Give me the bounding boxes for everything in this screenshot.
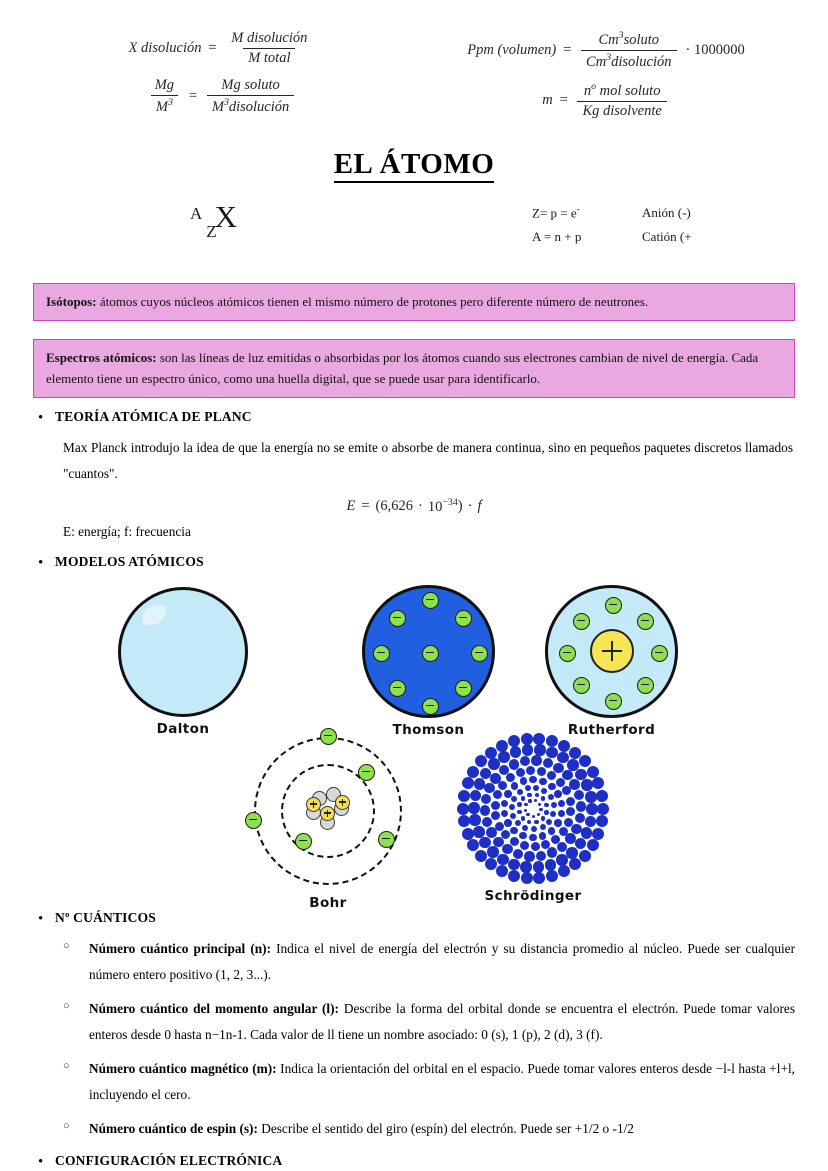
quantum-term: Número cuántico magnético (m): xyxy=(89,1060,277,1076)
electron-cloud-dot xyxy=(592,828,604,840)
legend-cation: Catión (+ xyxy=(642,229,692,245)
quantum-item-text xyxy=(89,996,795,1048)
formula-fraccion-masica xyxy=(129,30,316,67)
model-label: Dalton xyxy=(156,720,210,737)
quantum-item-espin xyxy=(63,1116,795,1142)
electron-cloud-dot xyxy=(498,751,510,763)
model-thomson xyxy=(362,585,495,738)
electron-icon xyxy=(389,610,406,627)
electron-cloud-dot xyxy=(519,832,527,840)
electron-cloud-dot xyxy=(485,747,497,759)
electron-cloud-dot xyxy=(537,813,540,816)
fraction-rhs xyxy=(207,77,294,116)
electron-cloud-dot xyxy=(487,846,499,858)
electron-cloud-dot xyxy=(564,818,573,827)
equation-lhs: E xyxy=(346,497,356,514)
page-title-text: EL ÁTOMO xyxy=(334,148,495,183)
equals-sign: = xyxy=(188,88,198,105)
electron-cloud-dot xyxy=(517,802,522,807)
electron-icon xyxy=(245,812,262,829)
quantum-item-principal xyxy=(63,936,795,988)
electron-cloud-dot xyxy=(556,778,565,787)
electron-cloud-dot xyxy=(531,755,542,766)
electron-cloud-dot xyxy=(522,744,534,756)
thomson-figure xyxy=(362,585,495,718)
electron-cloud-dot xyxy=(526,766,535,775)
model-label: Rutherford xyxy=(567,721,656,738)
fraction-numerator: M disolución xyxy=(231,30,308,46)
highlight-term: Espectros atómicos: xyxy=(46,349,157,365)
sub-bullet-circle-icon: ○ xyxy=(63,1000,70,1013)
legend-row xyxy=(532,201,752,225)
electron-cloud-dot xyxy=(480,805,491,816)
dalton-sphere-icon xyxy=(118,587,248,717)
electron-cloud-dot xyxy=(458,815,470,827)
electron-cloud-dot xyxy=(516,768,525,777)
nucleus-positive-icon xyxy=(590,629,634,673)
electron-cloud-dot xyxy=(576,801,587,812)
electron-cloud-dot xyxy=(546,819,552,825)
electron-cloud-dot xyxy=(481,794,492,805)
formula-column-right xyxy=(414,30,798,120)
electron-cloud-dot xyxy=(532,815,535,818)
electron-cloud-dot xyxy=(531,842,540,851)
electron-cloud-dot xyxy=(497,854,509,866)
electron-cloud-dot xyxy=(540,824,546,830)
section-heading-configuracion xyxy=(33,1153,795,1171)
formula-column-left xyxy=(30,30,414,120)
electron-cloud-dot xyxy=(502,844,513,855)
electron-cloud-dot xyxy=(524,809,527,812)
electron-cloud-dot xyxy=(531,826,537,832)
fraction-denominator: M total xyxy=(243,48,295,67)
quantum-description: Indica la orientación del orbital en el espacio. Puede tomar valores enteros desde −l-l hasta +l+l, incluyendo el cero. xyxy=(89,1060,795,1102)
electron-cloud-dot xyxy=(511,796,517,802)
model-schrodinger xyxy=(458,734,608,904)
planck-paragraph: Max Planck introdujo la idea de que la energía no se emite o absorbe de manera continua, sino en pequeños paquetes discretos llamados "cuantos". xyxy=(63,439,793,481)
electron-cloud-dot xyxy=(551,835,560,844)
equals-sign: = xyxy=(207,40,218,57)
electron-cloud-dot xyxy=(565,833,576,844)
electron-icon xyxy=(471,645,488,662)
highlight-text: átomos cuyos núcleos atómicos tienen el mismo número de protones pero diferente número de neutrones. xyxy=(96,293,649,309)
electron-cloud-dot xyxy=(581,827,593,839)
equals-sign: = xyxy=(558,91,569,108)
electron-cloud-dot xyxy=(543,758,554,769)
electron-cloud-dot xyxy=(579,850,591,862)
electron-cloud-dot xyxy=(498,781,507,790)
electron-cloud-dot xyxy=(548,783,556,791)
equals-sign: = xyxy=(562,41,573,58)
electron-cloud-dot xyxy=(541,840,550,849)
electron-cloud-dot xyxy=(533,733,545,745)
highlight-box-espectros xyxy=(33,339,795,398)
electron-cloud-dot xyxy=(544,803,549,808)
quantum-item-text xyxy=(89,1056,795,1108)
document-body xyxy=(0,409,828,572)
electron-cloud-dot xyxy=(592,777,604,789)
equation-base: $10^{-34}$ xyxy=(427,496,458,515)
formula-tail: · 1000000 xyxy=(685,41,745,58)
electron-cloud-dot xyxy=(533,872,545,884)
electron-cloud-dot xyxy=(508,859,520,871)
electron-icon xyxy=(358,764,375,781)
bullet-dot-icon: • xyxy=(38,910,44,927)
electron-cloud-dot xyxy=(521,816,526,821)
electron-cloud-dot xyxy=(596,790,608,802)
electron-cloud-dot xyxy=(546,747,558,759)
quantum-description: Describe la forma del orbital donde se encuentra el electrón. Puede tomar valores enteros desde 0 hasta n−1n-1. Cada valor de ll tiene un nombre asociado: 0 (s), 1 (p), 2 (d), 3 (f). xyxy=(89,1001,795,1043)
electron-cloud-dot xyxy=(527,793,532,798)
electron-cloud-dot xyxy=(541,788,547,794)
fraction xyxy=(226,30,312,67)
mass-number-label: A xyxy=(190,203,203,223)
highlight-text: son las líneas de luz emitidas o absorbidas por los átomos cuando sus electrones cambian de nivel de energía. Cada elemento tiene un espectro único, como una huella digital, que se puede usar para identificarlo. xyxy=(46,349,759,387)
multiplication-dot-2: · xyxy=(467,497,473,514)
formula-lhs: m xyxy=(542,91,553,108)
electron-cloud-dot xyxy=(524,851,535,862)
atom-notation-row xyxy=(0,197,828,259)
electron-cloud-dot xyxy=(575,838,587,850)
highlight-box-isotopos xyxy=(33,283,795,321)
sub-bullet-circle-icon: ○ xyxy=(63,940,70,953)
electron-cloud-dot xyxy=(508,870,520,882)
equation-open: (6,626 xyxy=(375,497,414,514)
proton-icon xyxy=(306,797,321,812)
model-label: Bohr xyxy=(309,894,347,911)
formula-ppm-volumen xyxy=(467,30,745,71)
electron-cloud-dot xyxy=(475,850,487,862)
planck-equation xyxy=(33,497,795,516)
electron-cloud-dot xyxy=(468,802,480,814)
electron-cloud-dot xyxy=(534,799,537,802)
electron-cloud-dot xyxy=(510,746,522,758)
electron-cloud-dot xyxy=(566,797,575,806)
electron-cloud-dot xyxy=(469,814,481,826)
formula-block xyxy=(0,0,828,120)
electron-icon xyxy=(559,645,576,662)
electron-cloud-dot xyxy=(587,766,599,778)
electron-cloud-dot xyxy=(457,803,469,815)
electron-cloud-dot xyxy=(548,827,556,835)
electron-cloud-dot xyxy=(479,837,491,849)
highlight-term: Isótopos: xyxy=(46,293,97,309)
section-heading-label: Nº CUÁNTICOS xyxy=(55,909,156,925)
section-heading-label: TEORÍA ATÓMICA DE PLANC xyxy=(55,409,252,425)
quantum-term: Número cuántico del momento angular (l): xyxy=(89,1001,339,1017)
model-label: Schrödinger xyxy=(484,887,582,904)
electron-cloud-dot xyxy=(496,740,508,752)
electron-cloud-dot xyxy=(574,790,585,801)
electron-cloud-dot xyxy=(513,849,524,860)
electron-icon xyxy=(389,680,406,697)
electron-cloud-dot xyxy=(541,796,546,801)
electron-cloud-dot xyxy=(485,858,497,870)
quantum-description: Indica el nivel de energía del electrón y su distancia promedio al núcleo. Puede ser cualquier número entero positivo (1, 2, 3...). xyxy=(89,941,795,983)
electron-icon xyxy=(455,680,472,697)
thomson-sphere-icon xyxy=(362,585,495,718)
electron-cloud-dot xyxy=(517,810,522,815)
electron-cloud-dot xyxy=(491,811,500,820)
section-heading-planck xyxy=(33,409,795,428)
equals-sign: = xyxy=(361,497,370,514)
electron-cloud-dot xyxy=(597,803,609,815)
equation-variable: f xyxy=(477,497,482,514)
electron-cloud-dot xyxy=(546,735,558,747)
electron-cloud-dot xyxy=(462,777,474,789)
electron-cloud-dot xyxy=(501,810,509,818)
electron-cloud-dot xyxy=(482,817,493,828)
electron-cloud-dot xyxy=(517,789,523,795)
electron-cloud-dot xyxy=(579,755,591,767)
electron-cloud-dot xyxy=(536,851,547,862)
sub-bullet-circle-icon: ○ xyxy=(63,1059,70,1072)
electron-cloud-dot xyxy=(524,803,527,806)
electron-cloud-dot xyxy=(470,790,482,802)
formula-molalidad xyxy=(542,81,670,120)
quantum-item-angular xyxy=(63,996,795,1048)
electron-cloud-dot xyxy=(569,858,581,870)
proton-icon xyxy=(320,806,335,821)
electron-cloud-dot xyxy=(508,735,520,747)
electron-cloud-dot xyxy=(520,756,531,767)
electron-cloud-dot xyxy=(533,785,539,791)
electron-cloud-dot xyxy=(539,778,547,786)
fraction-numerator: Cm$^3$soluto xyxy=(598,30,660,48)
electron-cloud-dot xyxy=(506,773,515,782)
electron-icon xyxy=(605,597,622,614)
electron-cloud-dot xyxy=(558,800,566,808)
electron-cloud-dot xyxy=(596,815,608,827)
electron-icon xyxy=(573,677,590,694)
electron-cloud-dot xyxy=(515,820,521,826)
fraction-denominator: Cm$^3$disolución xyxy=(581,50,677,71)
atomic-number-label: Z xyxy=(206,222,217,242)
formula-molaridad-mg xyxy=(147,77,298,116)
electron-cloud-dot xyxy=(526,813,529,816)
electron-icon xyxy=(605,693,622,710)
electron-cloud-dot xyxy=(537,767,546,776)
schrodinger-electron-cloud-icon xyxy=(458,734,608,884)
electron-cloud-dot xyxy=(510,827,518,835)
electron-cloud-dot xyxy=(541,816,546,821)
fraction-lhs xyxy=(150,77,179,116)
bullet-dot-icon: • xyxy=(38,1153,44,1170)
electron-icon xyxy=(373,645,390,662)
quantum-term: Número cuántico de espin (s): xyxy=(89,1120,258,1136)
electron-cloud-dot xyxy=(527,820,532,825)
document-body-lower xyxy=(0,910,828,1171)
section-heading-modelos xyxy=(33,554,795,573)
electron-cloud-dot xyxy=(558,865,570,877)
sub-bullet-circle-icon: ○ xyxy=(63,1119,70,1132)
electron-cloud-dot xyxy=(566,807,575,816)
fraction-numerator: Mg soluto xyxy=(221,77,280,94)
electron-cloud-dot xyxy=(491,801,500,810)
electron-cloud-dot xyxy=(538,803,541,806)
model-label: Thomson xyxy=(392,721,465,738)
electron-cloud-dot xyxy=(586,803,598,815)
electron-icon xyxy=(455,610,472,627)
bullet-dot-icon: • xyxy=(38,410,44,427)
electron-cloud-dot xyxy=(458,790,470,802)
electron-icon xyxy=(422,645,439,662)
section-heading-cuanticos xyxy=(33,910,795,929)
electron-cloud-dot xyxy=(581,779,593,791)
legend-a-definition: A = n + p xyxy=(532,229,582,245)
electron-cloud-dot xyxy=(510,813,516,819)
electron-cloud-dot xyxy=(585,816,597,828)
electron-icon xyxy=(422,592,439,609)
electron-cloud-dot xyxy=(551,802,557,808)
bohr-figure xyxy=(248,731,408,891)
electron-cloud-dot xyxy=(529,834,537,842)
electron-cloud-dot xyxy=(548,794,554,800)
electron-cloud-dot xyxy=(569,779,580,790)
electron-icon xyxy=(320,728,337,745)
electron-cloud-dot xyxy=(556,854,568,866)
electron-icon xyxy=(378,831,395,848)
quantum-item-magnetico xyxy=(63,1056,795,1108)
electron-cloud-dot xyxy=(529,776,537,784)
electron-cloud-dot xyxy=(585,791,597,803)
electron-cloud-dot xyxy=(554,819,562,827)
electron-cloud-dot xyxy=(509,804,515,810)
electron-cloud-dot xyxy=(575,813,586,824)
page-title xyxy=(0,148,828,181)
electron-icon xyxy=(295,833,312,850)
quantum-term: Número cuántico principal (n): xyxy=(89,941,271,957)
electron-cloud-dot xyxy=(522,825,528,831)
electron-cloud-dot xyxy=(501,830,510,839)
fraction-numerator: $n^o$ mol soluto xyxy=(583,80,661,99)
planck-equation-expression xyxy=(347,497,482,516)
rutherford-sphere-icon xyxy=(545,585,678,718)
electron-cloud-dot xyxy=(520,777,528,785)
electron-cloud-dot xyxy=(462,828,474,840)
fraction xyxy=(581,30,677,71)
electron-cloud-dot xyxy=(587,839,599,851)
electron-cloud-dot xyxy=(544,810,549,815)
legend-z-definition: Z= p = e- xyxy=(532,203,580,221)
electron-cloud-dot xyxy=(562,786,571,795)
electron-cloud-dot xyxy=(559,827,568,836)
equation-close: ) xyxy=(457,497,463,514)
electron-cloud-dot xyxy=(521,796,526,801)
electron-icon xyxy=(651,645,668,662)
electron-cloud-dot xyxy=(539,808,542,811)
electron-cloud-dot xyxy=(566,847,578,859)
electron-cloud-dot xyxy=(550,811,556,817)
electron-cloud-dot xyxy=(547,771,556,780)
quantum-description: Describe el sentido del giro (espín) del electrón. Puede ser +1/2 o -1/2 xyxy=(257,1120,634,1136)
formula-lhs: Ppm (volumen) xyxy=(467,41,557,58)
isotope-notation xyxy=(190,198,238,242)
electron-cloud-dot xyxy=(545,859,557,871)
bullet-dot-icon: • xyxy=(38,554,44,571)
fraction xyxy=(577,81,666,120)
electron-icon xyxy=(422,698,439,715)
electron-cloud-dot xyxy=(496,865,508,877)
electron-cloud-dot xyxy=(554,790,562,798)
electron-cloud-dot xyxy=(546,870,558,882)
electron-cloud-dot xyxy=(520,841,529,850)
quantum-item-text xyxy=(89,936,795,988)
electron-cloud-dot xyxy=(539,832,547,840)
electron-cloud-dot xyxy=(501,800,509,808)
electron-cloud-dot xyxy=(473,826,485,838)
electron-cloud-dot xyxy=(521,733,533,745)
electron-cloud-dot xyxy=(475,755,487,767)
rutherford-figure xyxy=(545,585,678,718)
element-symbol-label: X xyxy=(214,198,238,234)
section-heading-label: MODELOS ATÓMICOS xyxy=(55,553,204,569)
electron-cloud-dot xyxy=(533,861,545,873)
legend-anion: Anión (-) xyxy=(642,204,691,220)
electron-cloud-dot xyxy=(493,790,502,799)
electron-cloud-dot xyxy=(547,847,558,858)
electron-icon xyxy=(637,613,654,630)
fraction-denominator: $M^3disolución$ xyxy=(207,95,294,116)
electron-cloud-dot xyxy=(558,810,566,818)
formula-lhs: X disolución xyxy=(128,40,202,57)
model-rutherford xyxy=(545,585,678,738)
notation-legend xyxy=(532,201,752,249)
quantum-item-text xyxy=(89,1116,795,1142)
electron-cloud-dot xyxy=(535,793,540,798)
model-bohr xyxy=(248,731,408,911)
electron-cloud-dot xyxy=(510,837,519,846)
fraction-numerator: Mg xyxy=(154,77,175,94)
fraction-denominator: Kg disolvente xyxy=(577,101,666,120)
section-heading-label: CONFIGURACIÓN ELECTRÓNICA xyxy=(55,1152,283,1168)
planck-variable-note: E: energía; f: frecuencia xyxy=(63,524,191,540)
electron-cloud-dot xyxy=(467,766,479,778)
electron-cloud-dot xyxy=(557,842,568,853)
electron-cloud-dot xyxy=(525,785,531,791)
electron-cloud-dot xyxy=(495,822,504,831)
electron-cloud-dot xyxy=(528,799,531,802)
electron-cloud-dot xyxy=(504,819,512,827)
electron-icon xyxy=(573,613,590,630)
electron-cloud-dot xyxy=(520,861,532,873)
electron-cloud-dot xyxy=(521,872,533,884)
electron-cloud-dot xyxy=(534,820,539,825)
legend-row xyxy=(532,225,752,249)
proton-icon xyxy=(335,795,350,810)
fraction-denominator: $M^3$ xyxy=(151,95,178,116)
electron-cloud-dot xyxy=(534,744,546,756)
model-dalton xyxy=(118,587,248,737)
multiplication-dot: · xyxy=(418,497,423,514)
atomic-models-figure-group xyxy=(0,579,828,911)
electron-icon xyxy=(637,677,654,694)
dalton-figure xyxy=(118,587,248,717)
